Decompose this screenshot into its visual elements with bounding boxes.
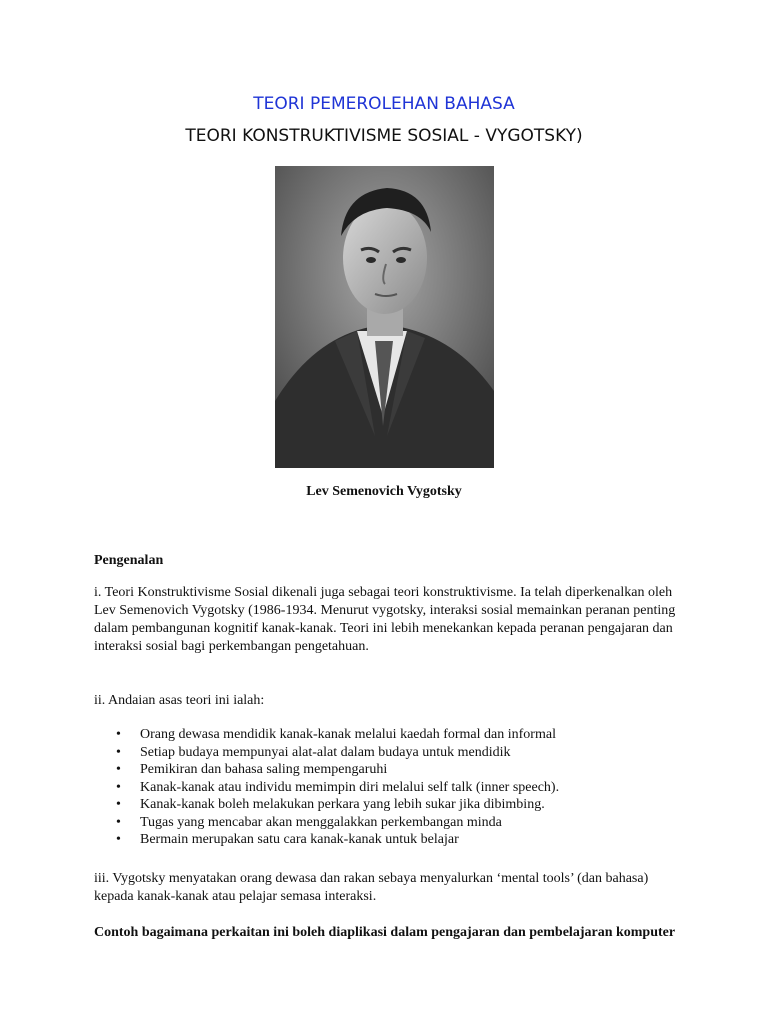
paragraph-mental-tools: iii. Vygotsky menyatakan orang dewasa dan rakan sebaya menyalurkan ‘mental tools’ (dan bahasa) kepada kanak-kanak atau pelajar semasa interaksi. [94,871,649,904]
assumption-list [94,726,684,849]
document-title: TEORI PEMEROLEHAN BAHASA [253,94,515,114]
portrait-photo [275,166,494,468]
document-subtitle: TEORI KONSTRUKTIVISME SOSIAL - VYGOTSKY) [185,126,583,146]
bullet-icon: • [116,797,121,812]
bullet-icon: • [116,727,121,742]
section-subheading: Contoh bagaimana perkaitan ini boleh diaplikasi dalam pengajaran dan pembelajaran komputer [94,925,676,940]
bullet-icon: • [116,762,121,777]
list-item: • Tugas yang mencabar akan menggalakkan perkembangan minda [116,814,502,830]
bullet-icon: • [116,814,121,830]
bullet-icon: • [116,744,121,760]
list-item: • Kanak-kanak boleh melakukan perkara yang lebih sukar jika dibimbing. [116,797,545,812]
bullet-icon: • [116,779,121,795]
list-item: • Bermain merupakan satu cara kanak-kanak untuk belajar [116,832,459,847]
paragraph-intro: i. Teori Konstruktivisme Sosial dikenali juga sebagai teori konstruktivisme. Ia telah diperkenalkan oleh Lev Semenovich Vygotsky (1986-1934. Menurut vygotsky, interaksi sosial memainkan peranan penting dalam pembangunan kognitif kanak-kanak. Teori ini lebih menekankan kepada peranan pengajaran dan interaksi sosial bagi perkembangan pengetahuan. [94,585,676,654]
photo-caption: Lev Semenovich Vygotsky [306,484,462,499]
section-heading: Pengenalan [94,553,164,568]
list-item: • Pemikiran dan bahasa saling mempengaruhi [116,762,388,777]
paragraph-assumptions: ii. Andaian asas teori ini ialah: [94,693,265,708]
bullet-icon: • [116,832,121,847]
list-item: • Kanak-kanak atau individu memimpin diri melalui self talk (inner speech). [116,779,560,795]
list-item: • Orang dewasa mendidik kanak-kanak melalui kaedah formal dan informal [116,727,556,742]
list-item: • Setiap budaya mempunyai alat-alat dalam budaya untuk mendidik [116,744,511,760]
